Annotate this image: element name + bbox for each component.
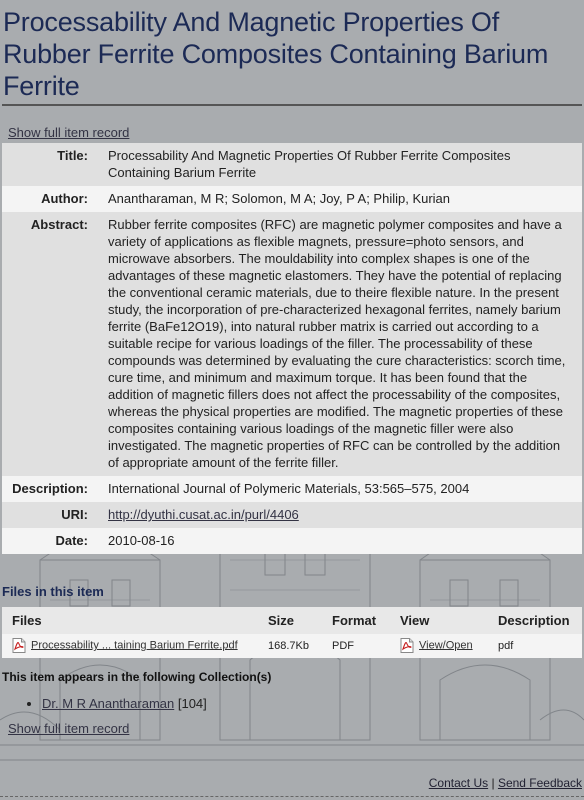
file-name-link[interactable]: Processability ... taining Barium Ferrite.pdf — [31, 639, 238, 652]
file-format: PDF — [322, 634, 390, 658]
footer-separator: | — [491, 776, 495, 790]
metadata-label: URI: — [61, 507, 88, 522]
metadata-label: Author: — [41, 191, 88, 206]
metadata-value-description: International Journal of Polymeric Materials, 53:565–575, 2004 — [108, 481, 470, 496]
file-name-cell — [2, 634, 258, 658]
metadata-table — [2, 143, 582, 554]
files-column-header: Format — [322, 607, 390, 634]
metadata-value-title: Processability And Magnetic Properties Of Rubber Ferrite Composites Containing Barium Ferrite — [108, 148, 511, 180]
collections-heading: This item appears in the following Collection(s) — [2, 670, 272, 684]
file-view-cell — [390, 634, 488, 658]
collections-list — [0, 696, 584, 711]
pdf-icon[interactable] — [400, 638, 414, 653]
view-open-link[interactable]: View/Open — [419, 639, 473, 652]
title-divider — [2, 104, 582, 106]
files-heading: Files in this item — [2, 584, 104, 599]
list-item — [42, 696, 584, 711]
collection-count: [104] — [177, 696, 207, 711]
page-title: Processability And Magnetic Properties Of Rubber Ferrite Composites Containing Barium Ferrite — [3, 7, 549, 101]
uri-link[interactable]: http://dyuthi.cusat.ac.in/purl/4406 — [108, 507, 299, 522]
contact-us-link[interactable]: Contact Us — [428, 776, 489, 790]
files-column-header: Description — [488, 607, 582, 634]
metadata-row-title — [2, 143, 582, 186]
metadata-value-author: Anantharaman, M R; Solomon, M A; Joy, P A; Philip, Kurian — [108, 191, 451, 206]
metadata-row-abstract — [2, 212, 582, 476]
collection-link[interactable]: Dr. M R Anantharaman — [42, 696, 175, 711]
metadata-label: Date: — [55, 533, 88, 548]
metadata-label: Title: — [57, 148, 88, 163]
footer-links — [429, 776, 582, 790]
pdf-icon[interactable] — [12, 638, 26, 653]
file-description: pdf — [488, 634, 582, 658]
metadata-label: Description: — [12, 481, 88, 496]
send-feedback-link[interactable]: Send Feedback — [497, 776, 582, 790]
files-header-row — [2, 607, 582, 634]
metadata-label: Abstract: — [30, 217, 88, 232]
metadata-value-uri — [88, 502, 582, 528]
files-column-header: View — [390, 607, 488, 634]
metadata-value-date: 2010-08-16 — [108, 533, 175, 548]
footer-divider — [0, 796, 584, 797]
files-table — [2, 607, 582, 658]
table-row — [2, 634, 582, 658]
metadata-row-date — [2, 528, 582, 554]
metadata-row-description — [2, 476, 582, 502]
files-column-header: Files — [2, 607, 258, 634]
file-size: 168.7Kb — [258, 634, 322, 658]
show-full-record-link[interactable]: Show full item record — [8, 125, 130, 140]
metadata-row-author — [2, 186, 582, 212]
files-column-header: Size — [258, 607, 322, 634]
show-full-record-link-bottom[interactable]: Show full item record — [8, 721, 130, 736]
metadata-value-abstract: Rubber ferrite composites (RFC) are magnetic polymer composites and have a variety of applications as flexible magnets, pressure=photo sensors, and microwave absorbers. The mouldability into complex shapes is one of the advantages of these magnetic elastomers. They have the potential of replacing the conventional ceramic materials, due to theire flexible nature. In the present study, the incorporation of pre-characterized hexagonal ferrites, namely barium ferrite (BaFe12O19), into natural rubber matrix is carried out according to a suitable recipe for various loadings of the filler. The processability of these compounds was determined by evaluating the cure characteristics: scorch time, cure time, and minimum and maximum torque. It has been found that the addition of magnetic fillers does not affect the processability of the composites, whereas the physical properties are modified. The magnetic properties of these composites containing various loadings of the magnetic filler were also investigated. The magnetic properties of RFC can be controlled by the addition of appropriate amount of the ferrite filler. — [108, 217, 566, 470]
metadata-row-uri — [2, 502, 582, 528]
